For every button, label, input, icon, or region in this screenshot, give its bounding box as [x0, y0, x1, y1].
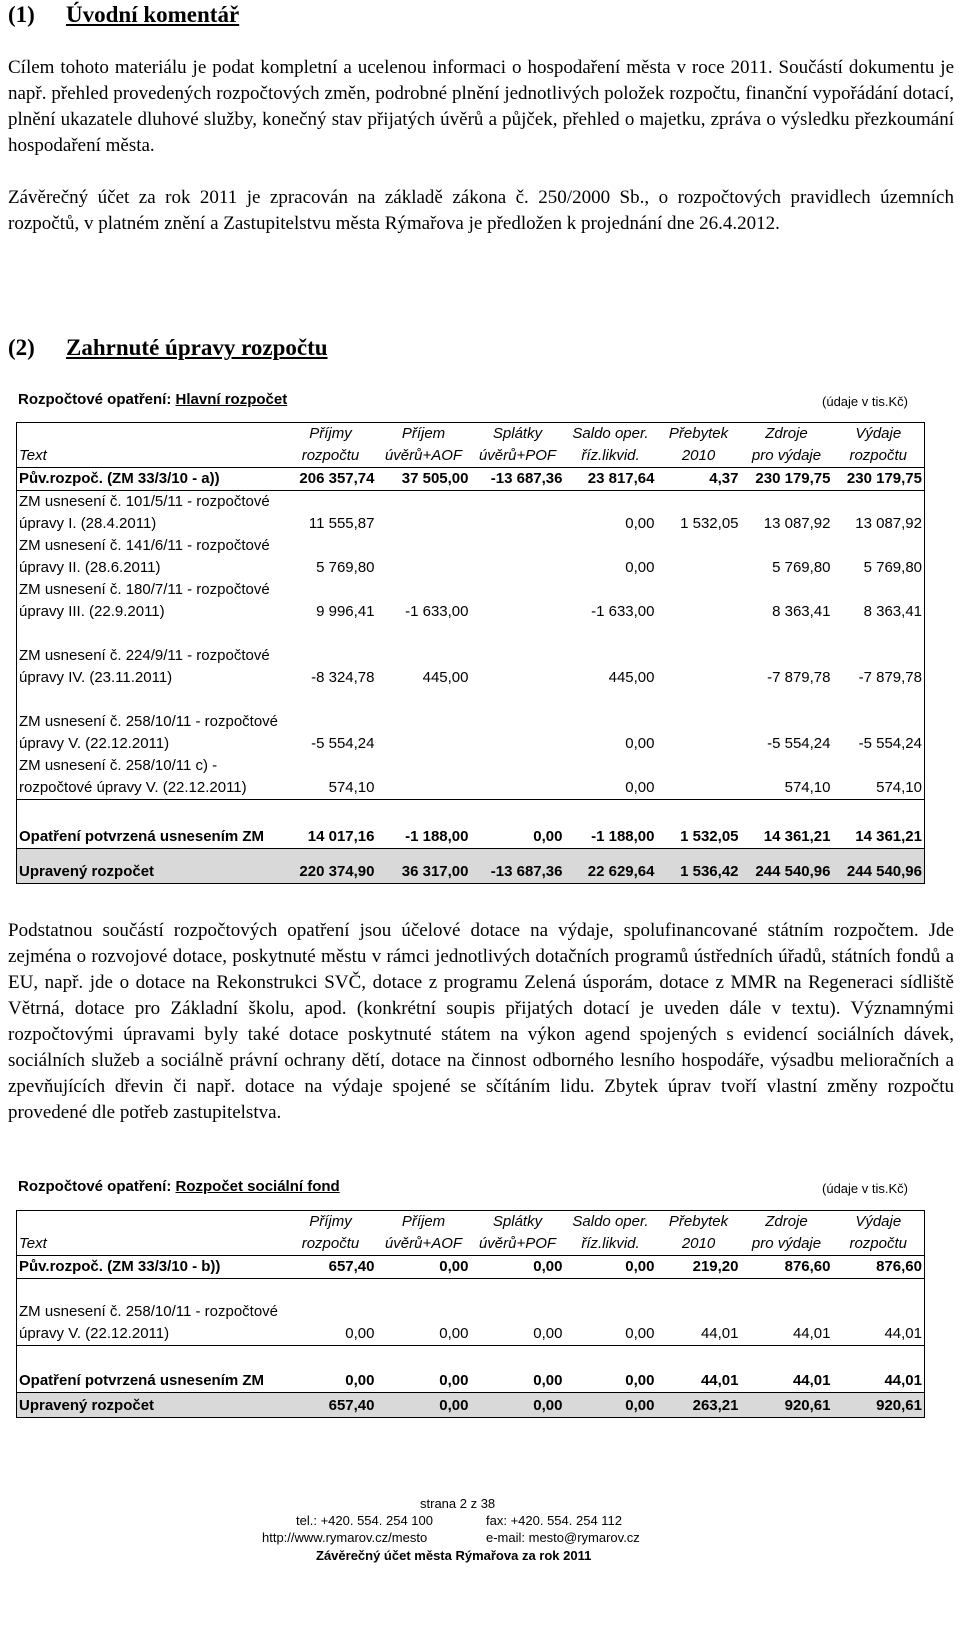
table-row	[17, 491, 925, 536]
column-header-splatky	[471, 423, 565, 468]
cell-prebytek: 1 532,05	[680, 515, 739, 532]
row-label: ZM usnesení č. 101/5/11 - rozpočtové úpravy I. (28.4.2011)	[17, 491, 285, 536]
column-header-line: Zdroje	[765, 425, 808, 442]
cell-splatky: -13 687,36	[471, 468, 565, 491]
cell-vydaje: 244 540,96	[833, 849, 925, 884]
cell-prebytek	[657, 755, 741, 800]
table-row	[17, 623, 925, 689]
cell-saldo: 0,00	[625, 515, 655, 532]
cell-prijem: 37 505,00	[377, 468, 471, 491]
column-header-prebytek	[657, 423, 741, 468]
column-header-line: Saldo oper.	[572, 425, 649, 442]
cell-saldo: -1 188,00	[565, 800, 657, 849]
column-header-line: Výdaje	[855, 425, 902, 442]
cell-saldo: 0,00	[625, 735, 655, 752]
cell-saldo: 0,00	[565, 1346, 657, 1393]
page-number: strana 2 z 38	[420, 1496, 496, 1511]
section-2-heading	[8, 335, 328, 361]
cell-prebytek: 219,20	[657, 1256, 741, 1279]
row-label: Pův.rozpoč. (ZM 33/3/10 - b))	[17, 1256, 285, 1279]
column-header-vydaje	[833, 423, 925, 468]
footer-fax: fax: +420. 554. 254 112	[486, 1513, 623, 1528]
cell-prijem: -1 188,00	[377, 800, 471, 849]
column-header-line: Zdroje	[765, 1213, 808, 1230]
column-header-line: rozpočtu	[301, 1235, 360, 1252]
column-header-zdroje	[741, 423, 833, 468]
cell-prijmy: 657,40	[285, 1393, 377, 1418]
row-label: ZM usnesení č. 224/9/11 - rozpočtové úpravy IV. (23.11.2011)	[17, 623, 285, 689]
cell-saldo: 0,00	[565, 1256, 657, 1279]
cell-prijem: 0,00	[377, 1256, 471, 1279]
row-label: ZM usnesení č. 180/7/11 - rozpočtové úpravy III. (22.9.2011)	[17, 579, 285, 623]
column-header-line: Saldo oper.	[572, 1213, 649, 1230]
cell-saldo: 0,00	[565, 1393, 657, 1418]
cell-prijem: 0,00	[439, 1325, 469, 1342]
column-header-line: říz.likvid.	[581, 447, 640, 464]
row-label: Upravený rozpočet	[17, 849, 285, 884]
column-header-line: rozpočtu	[301, 447, 360, 464]
row-label: ZM usnesení č. 258/10/11 c) - rozpočtové úpravy V. (22.12.2011)	[17, 755, 285, 800]
column-header-prijmy	[285, 423, 377, 468]
cell-prijem: 0,00	[377, 1346, 471, 1393]
column-header-prijmy	[285, 1211, 377, 1256]
column-header-line: říz.likvid.	[581, 1235, 640, 1252]
cell-prijem	[377, 491, 471, 536]
cell-vydaje: -7 879,78	[833, 623, 925, 689]
column-header-line: 2010	[681, 1235, 716, 1252]
column-header-line: rozpočtu	[849, 447, 908, 464]
cell-splatky	[471, 755, 565, 800]
cell-zdroje: 8 363,41	[772, 603, 831, 620]
cell-prijmy: 0,00	[345, 1325, 375, 1342]
cell-prebytek: 1 536,42	[657, 849, 741, 884]
cell-vydaje: 44,01	[833, 1346, 925, 1393]
table-row	[17, 1393, 925, 1418]
header-row	[17, 423, 925, 468]
cell-prijmy: 206 357,74	[285, 468, 377, 491]
cell-prijmy: 5 769,80	[316, 559, 375, 576]
column-header-text: Text	[17, 423, 285, 468]
cell-prebytek: 1 532,05	[657, 800, 741, 849]
column-header-line: 2010	[681, 447, 716, 464]
cell-splatky	[471, 689, 565, 755]
column-header-line: rozpočtu	[849, 1235, 908, 1252]
main-budget-table	[16, 422, 925, 884]
column-header-line: pro výdaje	[751, 447, 822, 464]
cell-zdroje: -5 554,24	[767, 735, 831, 752]
table-row	[17, 1279, 925, 1346]
footer-document-title: Závěrečný účet města Rýmařova za rok 2011	[316, 1548, 592, 1563]
cell-prebytek	[657, 689, 741, 755]
cell-prijem: 445,00	[422, 669, 469, 686]
footer-web[interactable]: http://www.rymarov.cz/mesto	[262, 1530, 428, 1545]
legal-paragraph: Závěrečný účet za rok 2011 je zpracován na základě zákona č. 250/2000 Sb., o rozpočtových pravidlech územních rozpočtů, v platném znění a Zastupitelstvu města Rýmařova je předložen k projednání dne 26.4.2012.	[8, 187, 954, 234]
column-header-line: Splátky	[492, 425, 543, 442]
section-title: Úvodní komentář	[66, 2, 240, 27]
cell-prijmy: -8 324,78	[311, 669, 375, 686]
cell-zdroje: -7 879,78	[767, 669, 831, 686]
table-row	[17, 1256, 925, 1279]
table-row	[17, 468, 925, 491]
column-header-line: úvěrů+POF	[478, 1235, 557, 1252]
footer-email[interactable]: e-mail: mesto@rymarov.cz	[486, 1530, 640, 1545]
cell-zdroje: 44,01	[741, 1346, 833, 1393]
cell-splatky	[471, 579, 565, 623]
cell-saldo: 22 629,64	[565, 849, 657, 884]
cell-prijmy: 14 017,16	[285, 800, 377, 849]
cell-splatky: 0,00	[471, 1346, 565, 1393]
cell-prebytek: 4,37	[657, 468, 741, 491]
table1-units: (údaje v tis.Kč)	[822, 394, 908, 409]
cell-vydaje: 44,01	[833, 1279, 925, 1346]
cell-prijmy: 574,10	[328, 779, 375, 796]
cell-prebytek: 263,21	[657, 1393, 741, 1418]
cell-prijmy: 11 555,87	[308, 515, 375, 532]
cell-prijem: 36 317,00	[377, 849, 471, 884]
column-header-saldo	[565, 1211, 657, 1256]
table2-caption	[18, 1178, 340, 1195]
cell-prebytek	[657, 579, 741, 623]
cell-vydaje: 574,10	[833, 755, 925, 800]
header-row	[17, 1211, 925, 1256]
cell-saldo: 445,00	[608, 669, 655, 686]
footer-tel: tel.: +420. 554. 254 100	[296, 1513, 433, 1528]
cell-vydaje: 8 363,41	[833, 579, 925, 623]
section-title: Zahrnuté úpravy rozpočtu	[66, 335, 328, 360]
cell-splatky	[471, 623, 565, 689]
column-header-line: pro výdaje	[751, 1235, 822, 1252]
row-label: ZM usnesení č. 258/10/11 - rozpočtové úpravy V. (22.12.2011)	[17, 689, 285, 755]
cell-prijem: 0,00	[377, 1393, 471, 1418]
column-header-line: úvěrů+AOF	[384, 1235, 463, 1252]
cell-vydaje: 14 361,21	[833, 800, 925, 849]
table2-label: Rozpočtové opatření:	[18, 1178, 172, 1195]
cell-prijmy: -5 554,24	[311, 735, 375, 752]
column-header-vydaje	[833, 1211, 925, 1256]
table-row	[17, 579, 925, 623]
column-header-line: Příjem	[401, 425, 446, 442]
cell-prijmy: 9 996,41	[316, 603, 375, 620]
table2-name: Rozpočet sociální fond	[175, 1178, 340, 1195]
column-header-splatky	[471, 1211, 565, 1256]
cell-prijem	[377, 755, 471, 800]
subsidies-paragraph: Podstatnou součástí rozpočtových opatření jsou účelové dotace na výdaje, spolufinancované státním rozpočtem. Jde zejména o rozvojové dotace, poskytnuté městu v rámci jednotlivých dotačních programů ústředních úřadů, státních fondů a EU, např. jde o dotace na Rekonstrukci SVČ, dotace z programu Zelená úsporám, dotace z MMR na Regeneraci sídliště Větrná, dotace pro Základní školu, apod. (konkrétní soupis přijatých dotací je uveden dále v textu). Významnými rozpočtovými úpravami byly také dotace poskytnuté státem na výkon agend spojených s evidencí sociálních dávek, sociálních služeb a sociálně právní ochrany dětí, dotace na činnost odborného lesního hospodáře, výsadbu melioračních a zpevňujících dřevin či např. dotace na výdaje spojené se sčítáním lidu. Zbytek úprav tvoří vlastní změny rozpočtu provedené dle potřeb zastupitelstva.	[8, 920, 954, 1123]
table1-name: Hlavní rozpočet	[175, 391, 288, 408]
cell-vydaje: 876,60	[833, 1256, 925, 1279]
cell-saldo: 23 817,64	[565, 468, 657, 491]
row-label: Upravený rozpočet	[17, 1393, 285, 1418]
column-header-line: Splátky	[492, 1213, 543, 1230]
cell-zdroje: 13 087,92	[763, 515, 831, 532]
section-number: (1)	[8, 2, 35, 27]
cell-saldo: 0,00	[625, 1325, 655, 1342]
cell-vydaje: 13 087,92	[833, 491, 925, 536]
cell-prijem: -1 633,00	[405, 603, 469, 620]
cell-zdroje: 244 540,96	[741, 849, 833, 884]
column-header-line: Příjmy	[309, 425, 352, 442]
cell-prebytek: 44,01	[657, 1346, 741, 1393]
column-header-line: úvěrů+AOF	[384, 447, 463, 464]
row-label: Pův.rozpoč. (ZM 33/3/10 - a))	[17, 468, 285, 491]
row-label: Opatření potvrzená usnesením ZM	[17, 800, 285, 849]
intro-paragraph: Cílem tohoto materiálu je podat kompletní a ucelenou informaci o hospodaření města v roce 2011. Součástí dokumentu je např. přehled provedených rozpočtových změn, podrobné plnění jednotlivých položek rozpočtu, finanční vypořádání dotací, plnění ukazatele dluhové služby, konečný stav přijatých úvěrů a půjček, přehled o majetku, zpráva o výsledku přezkoumání hospodaření města.	[8, 57, 954, 156]
cell-prijmy: 657,40	[285, 1256, 377, 1279]
column-header-line: Přebytek	[668, 1213, 729, 1230]
cell-zdroje: 574,10	[784, 779, 831, 796]
cell-splatky	[471, 491, 565, 536]
table-row	[17, 755, 925, 800]
cell-zdroje: 44,01	[792, 1325, 831, 1342]
cell-splatky: 0,00	[533, 1325, 563, 1342]
table-row	[17, 535, 925, 579]
row-label: Opatření potvrzená usnesením ZM	[17, 1346, 285, 1393]
cell-saldo: -1 633,00	[591, 603, 655, 620]
table1-caption	[18, 391, 287, 408]
column-header-prijem	[377, 423, 471, 468]
cell-zdroje: 14 361,21	[741, 800, 833, 849]
cell-prebytek	[657, 623, 741, 689]
cell-vydaje: 230 179,75	[833, 468, 925, 491]
table-row	[17, 800, 925, 849]
section-number: (2)	[8, 335, 35, 360]
table1-label: Rozpočtové opatření:	[18, 391, 172, 408]
cell-zdroje: 5 769,80	[772, 559, 831, 576]
column-header-line: Příjem	[401, 1213, 446, 1230]
cell-splatky: 0,00	[471, 800, 565, 849]
column-header-prijem	[377, 1211, 471, 1256]
column-header-saldo	[565, 423, 657, 468]
cell-saldo: 0,00	[625, 779, 655, 796]
column-header-zdroje	[741, 1211, 833, 1256]
table-row	[17, 689, 925, 755]
row-label: ZM usnesení č. 141/6/11 - rozpočtové úpravy II. (28.6.2011)	[17, 535, 285, 579]
cell-zdroje: 230 179,75	[741, 468, 833, 491]
cell-prebytek: 44,01	[700, 1325, 739, 1342]
table-row	[17, 1346, 925, 1393]
social-fund-table	[16, 1210, 925, 1418]
cell-prijem	[377, 689, 471, 755]
column-header-line: Příjmy	[309, 1213, 352, 1230]
table-row	[17, 849, 925, 884]
column-header-text: Text	[17, 1211, 285, 1256]
cell-vydaje: 5 769,80	[833, 535, 925, 579]
column-header-line: Výdaje	[855, 1213, 902, 1230]
table2-units: (údaje v tis.Kč)	[822, 1181, 908, 1196]
cell-splatky: -13 687,36	[471, 849, 565, 884]
row-label: ZM usnesení č. 258/10/11 - rozpočtové úpravy V. (22.12.2011)	[17, 1279, 285, 1346]
cell-vydaje: 920,61	[833, 1393, 925, 1418]
column-header-prebytek	[657, 1211, 741, 1256]
cell-splatky: 0,00	[471, 1393, 565, 1418]
cell-prijem	[377, 535, 471, 579]
cell-zdroje: 920,61	[741, 1393, 833, 1418]
cell-saldo: 0,00	[625, 559, 655, 576]
cell-prijmy: 0,00	[285, 1346, 377, 1393]
cell-prijmy: 220 374,90	[285, 849, 377, 884]
cell-splatky: 0,00	[471, 1256, 565, 1279]
section-1-heading	[8, 2, 239, 28]
cell-prebytek	[657, 535, 741, 579]
cell-vydaje: -5 554,24	[833, 689, 925, 755]
column-header-line: úvěrů+POF	[478, 447, 557, 464]
cell-zdroje: 876,60	[741, 1256, 833, 1279]
cell-splatky	[471, 535, 565, 579]
column-header-line: Přebytek	[668, 425, 729, 442]
